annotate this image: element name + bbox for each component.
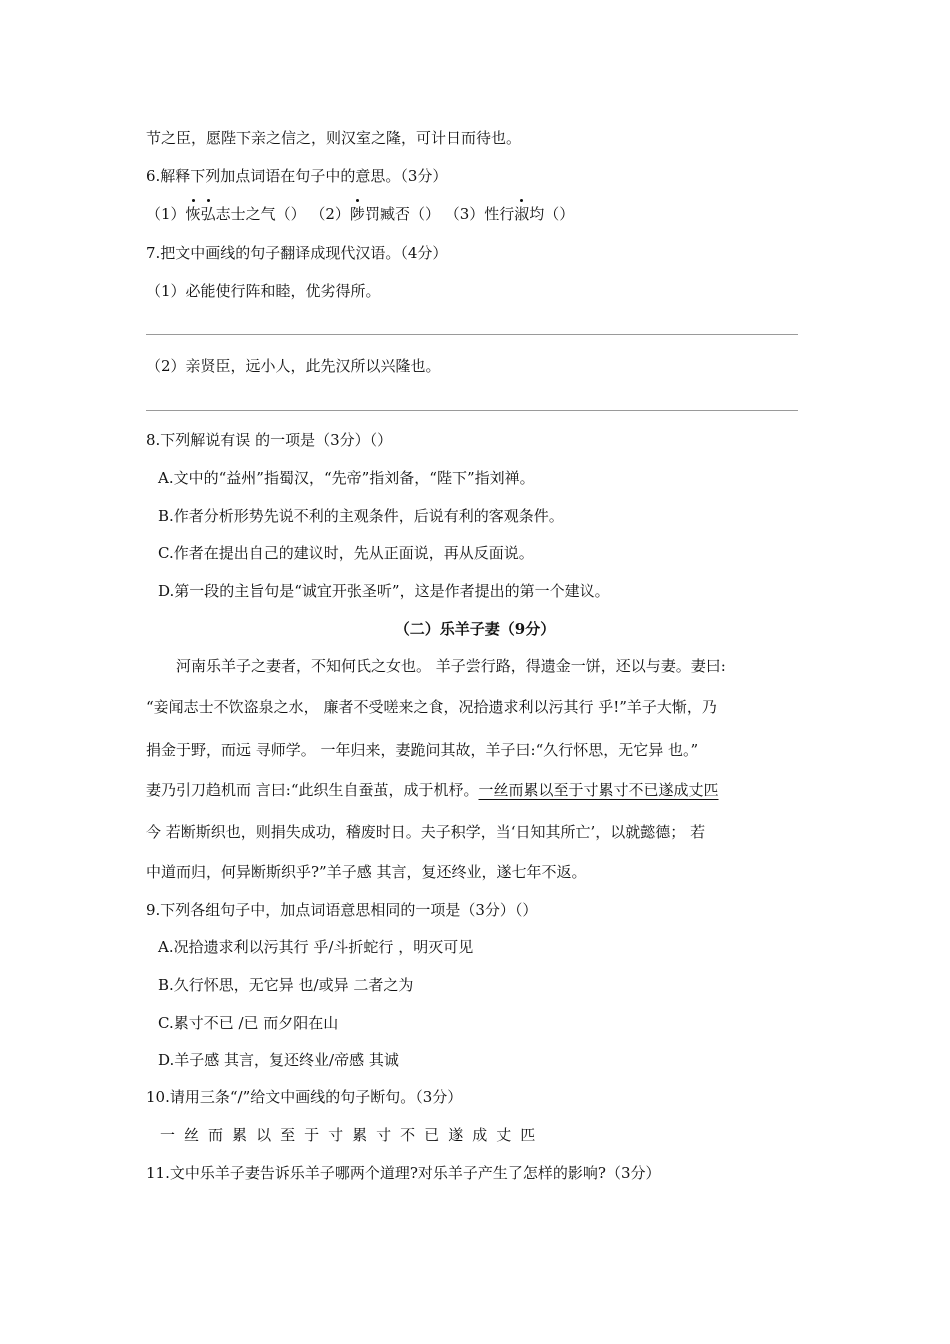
q7-answer-line-1[interactable] (146, 334, 798, 335)
q6-item3-label: （3）性行 (444, 205, 515, 223)
q10-char[interactable]: 已 (424, 1126, 440, 1144)
q8-option-a: A.文中的“益州”指蜀汉，“先帝”指刘备，“陛下”指刘禅。 (158, 469, 535, 487)
q10-char[interactable]: 不 (400, 1126, 416, 1144)
continuation-line: 节之臣，愿陛下亲之信之，则汉室之隆，可计日而待也。 (146, 129, 522, 147)
passage-line-5: 今 若断斯织也，则捐失成功，稽废时日。夫子积学，当‘日知其所亡’，以就懿德； 若 (146, 823, 706, 841)
q7-answer-line-2[interactable] (146, 410, 798, 411)
q8-option-c: C.作者在提出自己的建议时，先从正面说，再从反面说。 (158, 544, 534, 562)
q10-char[interactable]: 以 (256, 1126, 272, 1144)
q10-char[interactable]: 遂 (448, 1126, 464, 1144)
q6-item3-rest: 均（） (529, 205, 575, 223)
q6-item1-dotted-char2: 弘 (200, 205, 216, 223)
q10-char[interactable]: 于 (304, 1126, 320, 1144)
q10-char[interactable]: 丝 (184, 1126, 200, 1144)
q9-option-b: B.久行怀思，无它异 也/或异 二者之为 (158, 976, 414, 994)
q6-item2-label: （2） (310, 205, 350, 223)
q9-option-d: D.羊子感 其言，复还终业/帝感 其诚 (158, 1051, 399, 1069)
q10-char[interactable]: 至 (280, 1126, 296, 1144)
q10-char[interactable]: 而 (208, 1126, 224, 1144)
q10-char[interactable]: 累 (232, 1126, 248, 1144)
q11-stem: 11.文中乐羊子妻告诉乐羊子哪两个道理?对乐羊子产生了怎样的影响?（3分） (146, 1164, 661, 1182)
q10-char[interactable]: 累 (352, 1126, 368, 1144)
q9-option-a: A.况拾遗求利以污其行 乎/斗折蛇行 ，明灭可见 (158, 938, 474, 956)
q6-item3-dotted-char: 淑 (514, 205, 530, 223)
q10-char[interactable]: 成 (472, 1126, 488, 1144)
q10-stem: 10.请用三条“/”给文中画线的句子断句。（3分） (146, 1088, 463, 1106)
q7-sentence-2: （2）亲贤臣，远小人，此先汉所以兴隆也。 (146, 357, 441, 375)
section-title: （二）乐羊子妻（9分） (394, 620, 556, 638)
q10-char[interactable]: 匹 (520, 1126, 536, 1144)
passage-line-6: 中道而归，何异断斯织乎?”羊子感 其言，复还终业，遂七年不返。 (146, 863, 587, 881)
underlined-sentence: 一丝而累以至于寸累寸不已遂成丈匹 (478, 781, 719, 799)
passage-line-1: 河南乐羊子之妻者，不知何氏之女也。 羊子尝行路，得遗金一饼，还以与妻。妻曰: (176, 657, 726, 675)
q6-stem: 6.解释下列加点词语在句子中的意思。（3分） (146, 167, 448, 185)
q6-item1-dotted-char1: 恢 (185, 205, 201, 223)
q7-stem: 7.把文中画线的句子翻译成现代汉语。（4分） (146, 244, 448, 262)
q7-sentence-1: （1）必能使行阵和睦，优劣得所。 (146, 282, 381, 300)
q10-char[interactable]: 一 (160, 1126, 176, 1144)
passage-line-4-text: 妻乃引刀趋机而 言曰:“此织生自蚕茧，成于机杼。 (146, 781, 479, 799)
q10-char[interactable]: 寸 (328, 1126, 344, 1144)
q10-char[interactable]: 寸 (376, 1126, 392, 1144)
q6-items (146, 204, 574, 224)
q10-character-row (160, 1125, 544, 1145)
q6-item2-dotted-char: 陟 (349, 205, 365, 223)
passage-line-4 (146, 780, 719, 800)
q6-item1-label: （1） (146, 205, 186, 223)
q9-option-c: C.累寸不已 /已 而夕阳在山 (158, 1014, 339, 1032)
q9-stem: 9.下列各组句子中，加点词语意思相同的一项是（3分）（） (146, 901, 538, 919)
passage-line-3: 捐金于野，而远 寻师学。 一年归来，妻跪问其故，羊子曰:“久行怀思，无它异 也。” (146, 741, 699, 759)
q8-option-b: B.作者分析形势先说不利的主观条件，后说有利的客观条件。 (158, 507, 564, 525)
q6-item1-rest: 志士之气（） (215, 205, 306, 223)
q10-char[interactable]: 丈 (496, 1126, 512, 1144)
q6-item2-rest: 罚臧否（） (364, 205, 440, 223)
passage-line-2: “妾闻志士不饮盗泉之水， 廉者不受嗟来之食，况拾遗求利以污其行 乎!”羊子大惭，乃 (146, 698, 717, 716)
q8-stem: 8.下列解说有误 的一项是（3分）（） (146, 431, 393, 449)
q8-option-d: D.第一段的主旨句是“诚宜开张圣听”，这是作者提出的第一个建议。 (158, 582, 610, 600)
